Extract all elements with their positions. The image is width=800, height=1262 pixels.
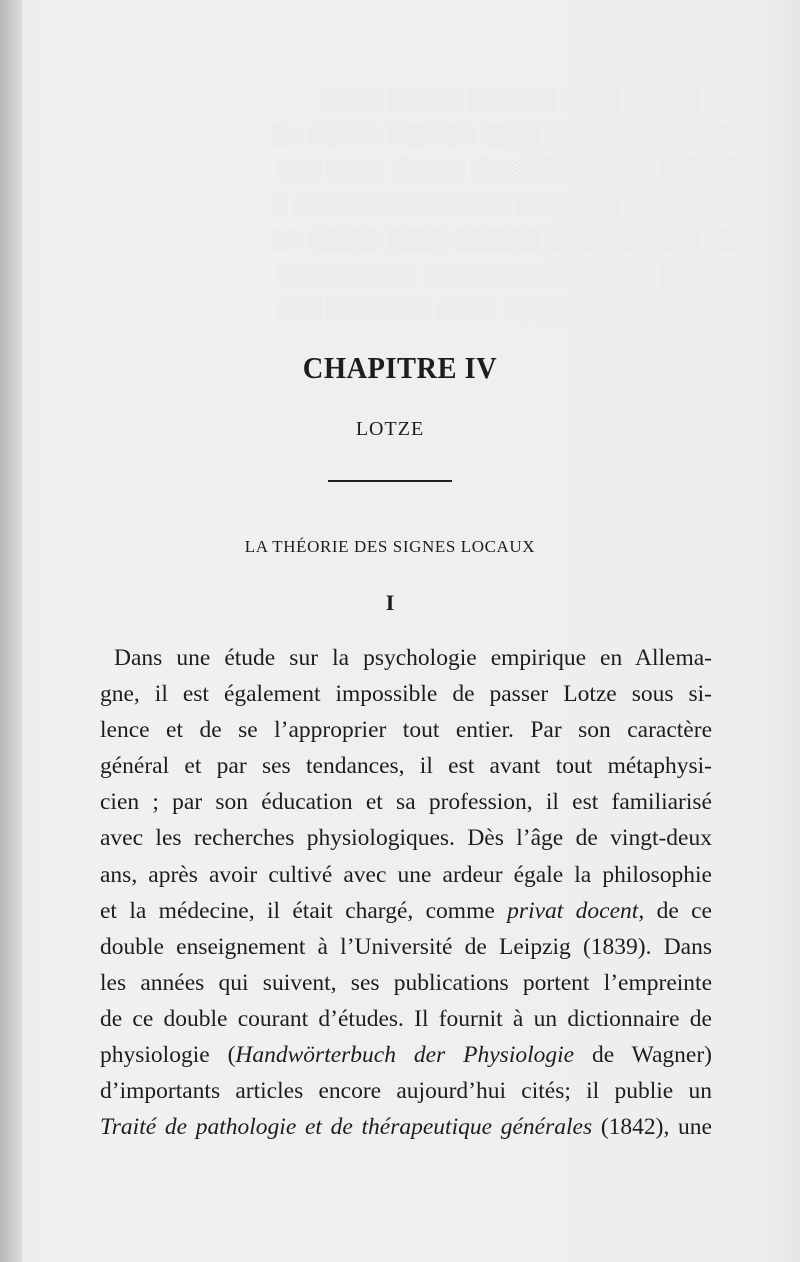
chapter-title: CHAPITRE IV xyxy=(302,350,498,385)
section-number: I xyxy=(385,590,395,615)
text-line: de ce double courant d’études. Il fournit à un dictionnaire de xyxy=(100,1005,712,1032)
text-line: lence et de se l’approprier tout entier. Par son caractère xyxy=(100,717,712,744)
text-segment: (1842), une xyxy=(592,1114,712,1141)
chapter-divider-rule xyxy=(328,480,452,482)
text-line: général et par ses tendances, il est avant tout métaphysi- xyxy=(100,753,712,780)
text-line: avec les recherches physiologiques. Dès l’âge de vingt-deux xyxy=(100,825,712,852)
text-line xyxy=(100,1109,712,1145)
italic-title: Traité de pathologie et de thérapeutique générales xyxy=(100,1114,593,1141)
body-paragraph xyxy=(100,640,712,1145)
text-line: d’importants articles encore aujourd’hui cités; il publie un xyxy=(100,1078,712,1105)
show-through-texture: ░░░ ░░░░░ ░░░░ ░░░░░░ ░░░░░ ░░░░ ░░░░ ░░░░░░░ ░░ ░░░░ ░░░░░░ ░░░░░ ░░ ░░░░░░ ░░░░░ ░░░░░░░ ░░░░░ ░░░░ ░░░ ░░░░░ ░░░ ░░░░░░░ ░░░░ ░░░░░ ░░░░░ ░ ░░░ ░░░░░░ ░░░░ ░░░░░░ ░░░░ ░░░░░ ░░ ░░░░░░ ░░░ ░░░░░ ░░░░░░░ ░░░ ░░░░░░ ░░░░ ░░░░░░ ░░░░░░ ░░░░ ░░░░░░░ ░░░ xyxy=(272,87,750,321)
text-line: ans, après avoir cultivé avec une ardeur égale la philosophie xyxy=(100,861,712,888)
section-title: LA THÉORIE DES SIGNES LOCAUX xyxy=(244,537,536,556)
italic-term: privat docent xyxy=(507,897,639,924)
text-segment: de Wagner) xyxy=(574,1042,712,1069)
italic-title: Handwörterbuch der Physiologie xyxy=(235,1042,575,1069)
text-line: les années qui suivent, ses publications portent l’empreinte xyxy=(100,969,712,996)
text-line: gne, il est également impossible de passer Lotze sous si- xyxy=(100,681,712,708)
text-segment: , de ce xyxy=(638,897,712,924)
chapter-subject: LOTZE xyxy=(355,418,425,440)
book-spine-shadow xyxy=(0,0,22,1262)
text-line: cien ; par son éducation et sa profession, il est familiarisé xyxy=(100,789,712,816)
text-line xyxy=(100,893,712,929)
text-segment: et la médecine, il était chargé, comme xyxy=(100,897,508,924)
text-line xyxy=(100,1037,712,1073)
text-segment: physiologie ( xyxy=(100,1042,236,1069)
text-line: Dans une étude sur la psychologie empirique en Allema- xyxy=(114,645,712,671)
text-line: double enseignement à l’Université de Leipzig (1839). Dans xyxy=(100,933,712,960)
